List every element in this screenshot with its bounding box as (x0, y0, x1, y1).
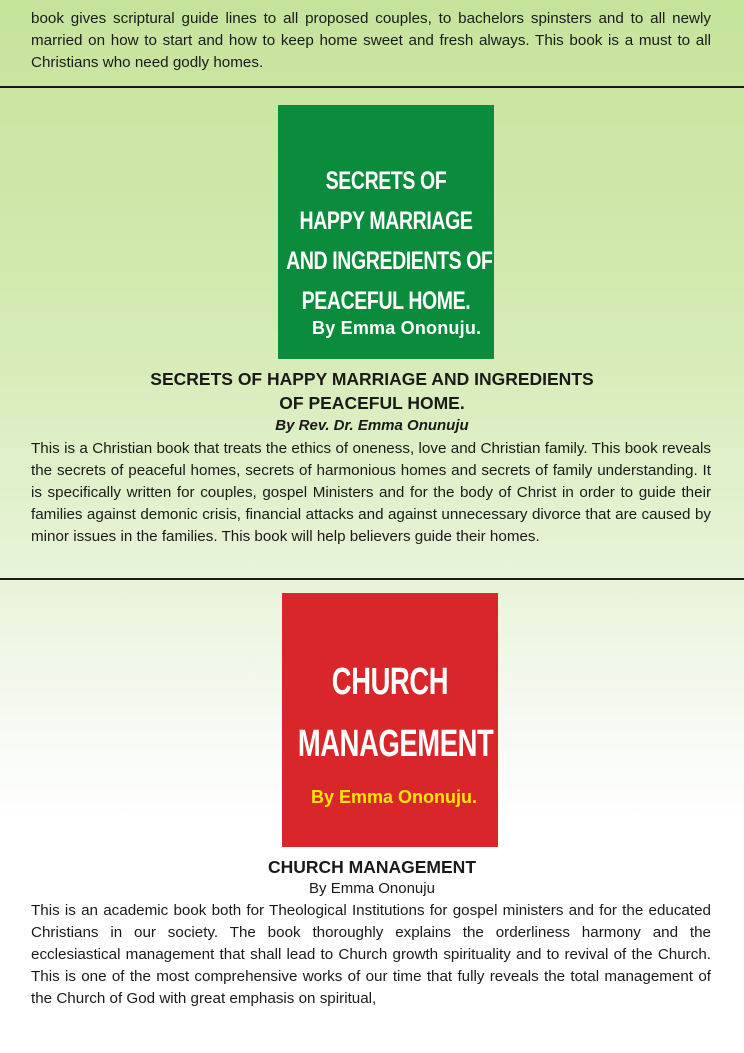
cover-author: By Emma Ononuju. (312, 318, 482, 338)
book-description: This is an academic book both for Theological Institutions for gospel ministers and for the educated Christians in our society. The book thoroughly explains the orderliness harmony and the ecclesiastical management that shall lead to Church growth spirituality and to revival of the Church. This is one of the most comprehensive works of our time that fully reveals the total management of the Church of God with great emphasis on spiritual, (31, 902, 711, 1007)
cover-title-line: CHURCH (331, 661, 449, 703)
book-byline: By Emma Ononuju (309, 880, 435, 897)
cover-title-line: PEACEFUL HOME. (301, 287, 471, 315)
book-description: This is a Christian book that treats the ethics of oneness, love and Christian family. This book reveals the secrets of peaceful homes, secrets of harmonious homes and secrets of family understanding. It is specifically written for couples, gospel Ministers and for the body of Christ in order to guide their families against demonic crisis, financial attacks and against unnecessary divorce that are caused by minor issues in the families. This book will help believers guide their homes. (31, 440, 711, 545)
cover-title-line: AND INGREDIENTS OF (286, 247, 493, 275)
book-cover-church-management (282, 593, 498, 847)
cover-title-line: HAPPY MARRIAGE (299, 207, 473, 235)
book-byline: By Rev. Dr. Emma Onunuju (275, 417, 469, 434)
cover-author: By Emma Ononuju. (311, 787, 478, 807)
book-title: CHURCH MANAGEMENT (267, 857, 477, 877)
book-title-continued: OF PEACEFUL HOME. (279, 393, 465, 413)
section-divider (0, 86, 744, 88)
book-title: SECRETS OF HAPPY MARRIAGE AND INGREDIENTS (150, 369, 594, 389)
cover-title-line: MANAGEMENT (297, 723, 494, 765)
book-cover-happy-marriage (278, 105, 494, 359)
cover-title-line: SECRETS OF (325, 167, 447, 195)
intro-paragraph: book gives scriptural guide lines to all proposed couples, to bachelors spinsters and to all newly married on how to start and how to keep home sweet and fresh always. This book is a must to all Christians who need godly homes. (31, 10, 711, 71)
section-divider (0, 578, 744, 580)
